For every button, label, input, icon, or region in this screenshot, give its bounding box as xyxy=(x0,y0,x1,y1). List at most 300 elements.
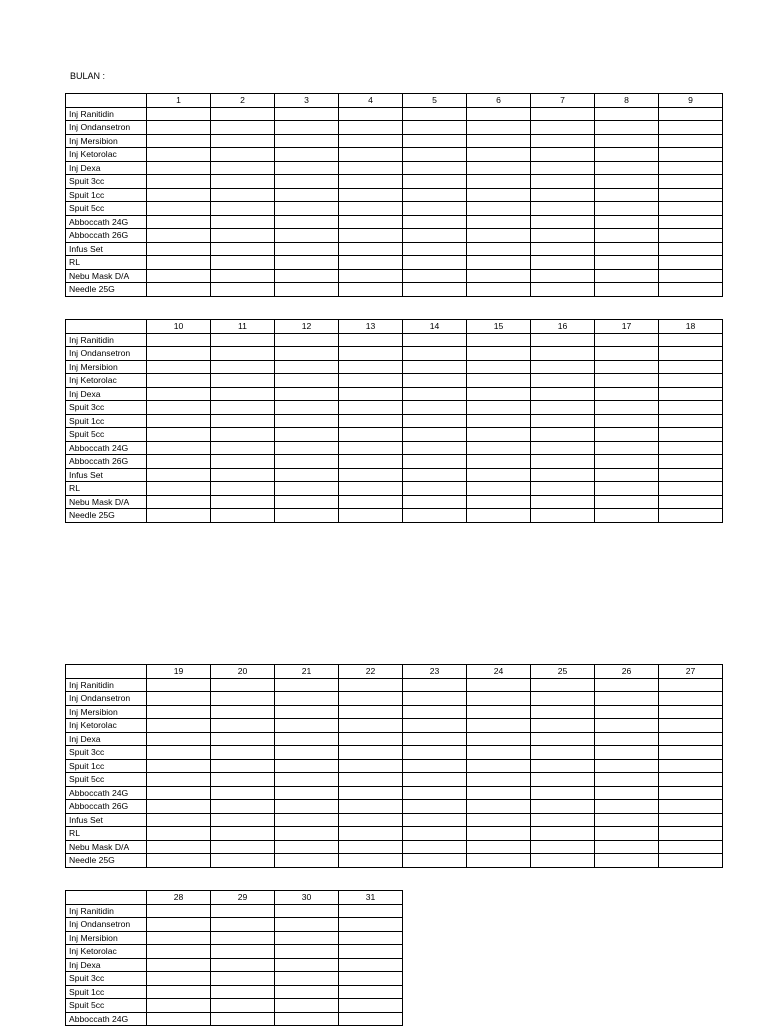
entry-cell[interactable] xyxy=(275,827,339,841)
entry-cell[interactable] xyxy=(531,800,595,814)
entry-cell[interactable] xyxy=(211,678,275,692)
entry-cell[interactable] xyxy=(467,283,531,297)
entry-cell[interactable] xyxy=(659,256,723,270)
entry-cell[interactable] xyxy=(531,746,595,760)
entry-cell[interactable] xyxy=(339,175,403,189)
entry-cell[interactable] xyxy=(147,482,211,496)
entry-cell[interactable] xyxy=(531,134,595,148)
entry-cell[interactable] xyxy=(147,414,211,428)
entry-cell[interactable] xyxy=(595,374,659,388)
entry-cell[interactable] xyxy=(339,215,403,229)
entry-cell[interactable] xyxy=(467,495,531,509)
entry-cell[interactable] xyxy=(467,401,531,415)
entry-cell[interactable] xyxy=(147,229,211,243)
entry-cell[interactable] xyxy=(467,414,531,428)
entry-cell[interactable] xyxy=(595,678,659,692)
entry-cell[interactable] xyxy=(531,678,595,692)
entry-cell[interactable] xyxy=(531,813,595,827)
entry-cell[interactable] xyxy=(403,455,467,469)
entry-cell[interactable] xyxy=(467,374,531,388)
entry-cell[interactable] xyxy=(467,786,531,800)
entry-cell[interactable] xyxy=(467,482,531,496)
entry-cell[interactable] xyxy=(147,134,211,148)
entry-cell[interactable] xyxy=(275,918,339,932)
entry-cell[interactable] xyxy=(339,705,403,719)
entry-cell[interactable] xyxy=(531,229,595,243)
entry-cell[interactable] xyxy=(531,786,595,800)
entry-cell[interactable] xyxy=(403,773,467,787)
entry-cell[interactable] xyxy=(211,495,275,509)
entry-cell[interactable] xyxy=(339,495,403,509)
entry-cell[interactable] xyxy=(339,509,403,523)
entry-cell[interactable] xyxy=(659,746,723,760)
entry-cell[interactable] xyxy=(147,1012,211,1026)
entry-cell[interactable] xyxy=(211,333,275,347)
entry-cell[interactable] xyxy=(467,827,531,841)
entry-cell[interactable] xyxy=(467,134,531,148)
entry-cell[interactable] xyxy=(275,840,339,854)
entry-cell[interactable] xyxy=(211,283,275,297)
entry-cell[interactable] xyxy=(659,732,723,746)
entry-cell[interactable] xyxy=(403,746,467,760)
entry-cell[interactable] xyxy=(531,107,595,121)
entry-cell[interactable] xyxy=(211,256,275,270)
entry-cell[interactable] xyxy=(147,468,211,482)
entry-cell[interactable] xyxy=(467,360,531,374)
entry-cell[interactable] xyxy=(467,387,531,401)
entry-cell[interactable] xyxy=(659,229,723,243)
entry-cell[interactable] xyxy=(211,854,275,868)
entry-cell[interactable] xyxy=(531,468,595,482)
entry-cell[interactable] xyxy=(211,759,275,773)
entry-cell[interactable] xyxy=(211,360,275,374)
entry-cell[interactable] xyxy=(211,175,275,189)
entry-cell[interactable] xyxy=(531,256,595,270)
entry-cell[interactable] xyxy=(211,455,275,469)
entry-cell[interactable] xyxy=(403,107,467,121)
entry-cell[interactable] xyxy=(339,283,403,297)
entry-cell[interactable] xyxy=(467,229,531,243)
entry-cell[interactable] xyxy=(531,175,595,189)
entry-cell[interactable] xyxy=(467,188,531,202)
entry-cell[interactable] xyxy=(147,509,211,523)
entry-cell[interactable] xyxy=(403,441,467,455)
entry-cell[interactable] xyxy=(403,800,467,814)
entry-cell[interactable] xyxy=(659,283,723,297)
entry-cell[interactable] xyxy=(595,414,659,428)
entry-cell[interactable] xyxy=(595,759,659,773)
entry-cell[interactable] xyxy=(467,242,531,256)
entry-cell[interactable] xyxy=(531,374,595,388)
entry-cell[interactable] xyxy=(211,705,275,719)
entry-cell[interactable] xyxy=(147,269,211,283)
entry-cell[interactable] xyxy=(275,958,339,972)
entry-cell[interactable] xyxy=(147,215,211,229)
entry-cell[interactable] xyxy=(403,786,467,800)
entry-cell[interactable] xyxy=(403,360,467,374)
entry-cell[interactable] xyxy=(403,732,467,746)
entry-cell[interactable] xyxy=(147,840,211,854)
entry-cell[interactable] xyxy=(659,692,723,706)
entry-cell[interactable] xyxy=(403,813,467,827)
entry-cell[interactable] xyxy=(659,854,723,868)
entry-cell[interactable] xyxy=(275,188,339,202)
entry-cell[interactable] xyxy=(275,455,339,469)
entry-cell[interactable] xyxy=(659,134,723,148)
entry-cell[interactable] xyxy=(403,692,467,706)
entry-cell[interactable] xyxy=(211,918,275,932)
entry-cell[interactable] xyxy=(403,121,467,135)
entry-cell[interactable] xyxy=(147,972,211,986)
entry-cell[interactable] xyxy=(531,495,595,509)
entry-cell[interactable] xyxy=(403,428,467,442)
entry-cell[interactable] xyxy=(659,827,723,841)
entry-cell[interactable] xyxy=(275,107,339,121)
entry-cell[interactable] xyxy=(595,509,659,523)
entry-cell[interactable] xyxy=(659,148,723,162)
entry-cell[interactable] xyxy=(339,746,403,760)
entry-cell[interactable] xyxy=(339,134,403,148)
entry-cell[interactable] xyxy=(147,958,211,972)
entry-cell[interactable] xyxy=(147,854,211,868)
entry-cell[interactable] xyxy=(339,387,403,401)
entry-cell[interactable] xyxy=(403,759,467,773)
entry-cell[interactable] xyxy=(147,705,211,719)
entry-cell[interactable] xyxy=(339,732,403,746)
entry-cell[interactable] xyxy=(275,428,339,442)
entry-cell[interactable] xyxy=(403,333,467,347)
entry-cell[interactable] xyxy=(659,840,723,854)
entry-cell[interactable] xyxy=(339,813,403,827)
entry-cell[interactable] xyxy=(531,773,595,787)
entry-cell[interactable] xyxy=(211,229,275,243)
entry-cell[interactable] xyxy=(211,401,275,415)
entry-cell[interactable] xyxy=(275,759,339,773)
entry-cell[interactable] xyxy=(275,414,339,428)
entry-cell[interactable] xyxy=(403,148,467,162)
entry-cell[interactable] xyxy=(147,202,211,216)
entry-cell[interactable] xyxy=(339,468,403,482)
entry-cell[interactable] xyxy=(467,202,531,216)
entry-cell[interactable] xyxy=(275,360,339,374)
entry-cell[interactable] xyxy=(275,148,339,162)
entry-cell[interactable] xyxy=(531,269,595,283)
entry-cell[interactable] xyxy=(659,678,723,692)
entry-cell[interactable] xyxy=(275,229,339,243)
entry-cell[interactable] xyxy=(147,333,211,347)
entry-cell[interactable] xyxy=(403,134,467,148)
entry-cell[interactable] xyxy=(403,509,467,523)
entry-cell[interactable] xyxy=(595,175,659,189)
entry-cell[interactable] xyxy=(403,401,467,415)
entry-cell[interactable] xyxy=(531,732,595,746)
entry-cell[interactable] xyxy=(595,161,659,175)
entry-cell[interactable] xyxy=(531,441,595,455)
entry-cell[interactable] xyxy=(147,678,211,692)
entry-cell[interactable] xyxy=(147,732,211,746)
entry-cell[interactable] xyxy=(211,441,275,455)
entry-cell[interactable] xyxy=(211,786,275,800)
entry-cell[interactable] xyxy=(659,773,723,787)
entry-cell[interactable] xyxy=(339,840,403,854)
entry-cell[interactable] xyxy=(531,242,595,256)
entry-cell[interactable] xyxy=(211,482,275,496)
entry-cell[interactable] xyxy=(531,148,595,162)
entry-cell[interactable] xyxy=(467,333,531,347)
entry-cell[interactable] xyxy=(531,509,595,523)
entry-cell[interactable] xyxy=(659,401,723,415)
entry-cell[interactable] xyxy=(467,854,531,868)
entry-cell[interactable] xyxy=(531,161,595,175)
entry-cell[interactable] xyxy=(467,468,531,482)
entry-cell[interactable] xyxy=(467,813,531,827)
entry-cell[interactable] xyxy=(275,202,339,216)
entry-cell[interactable] xyxy=(211,904,275,918)
entry-cell[interactable] xyxy=(531,428,595,442)
entry-cell[interactable] xyxy=(595,719,659,733)
entry-cell[interactable] xyxy=(147,800,211,814)
entry-cell[interactable] xyxy=(531,360,595,374)
entry-cell[interactable] xyxy=(275,509,339,523)
entry-cell[interactable] xyxy=(403,482,467,496)
entry-cell[interactable] xyxy=(275,678,339,692)
entry-cell[interactable] xyxy=(659,482,723,496)
entry-cell[interactable] xyxy=(339,482,403,496)
entry-cell[interactable] xyxy=(595,482,659,496)
entry-cell[interactable] xyxy=(659,360,723,374)
entry-cell[interactable] xyxy=(467,773,531,787)
entry-cell[interactable] xyxy=(595,242,659,256)
entry-cell[interactable] xyxy=(211,999,275,1013)
entry-cell[interactable] xyxy=(339,121,403,135)
entry-cell[interactable] xyxy=(403,678,467,692)
entry-cell[interactable] xyxy=(595,786,659,800)
entry-cell[interactable] xyxy=(403,387,467,401)
entry-cell[interactable] xyxy=(211,468,275,482)
entry-cell[interactable] xyxy=(275,387,339,401)
entry-cell[interactable] xyxy=(403,827,467,841)
entry-cell[interactable] xyxy=(659,347,723,361)
entry-cell[interactable] xyxy=(147,283,211,297)
entry-cell[interactable] xyxy=(275,161,339,175)
entry-cell[interactable] xyxy=(595,854,659,868)
entry-cell[interactable] xyxy=(147,495,211,509)
entry-cell[interactable] xyxy=(659,786,723,800)
entry-cell[interactable] xyxy=(275,175,339,189)
entry-cell[interactable] xyxy=(147,692,211,706)
entry-cell[interactable] xyxy=(339,958,403,972)
entry-cell[interactable] xyxy=(275,999,339,1013)
entry-cell[interactable] xyxy=(211,428,275,442)
entry-cell[interactable] xyxy=(275,333,339,347)
entry-cell[interactable] xyxy=(147,931,211,945)
entry-cell[interactable] xyxy=(211,121,275,135)
entry-cell[interactable] xyxy=(659,333,723,347)
entry-cell[interactable] xyxy=(659,800,723,814)
entry-cell[interactable] xyxy=(659,705,723,719)
entry-cell[interactable] xyxy=(595,773,659,787)
entry-cell[interactable] xyxy=(339,904,403,918)
entry-cell[interactable] xyxy=(467,121,531,135)
entry-cell[interactable] xyxy=(595,441,659,455)
entry-cell[interactable] xyxy=(211,773,275,787)
entry-cell[interactable] xyxy=(339,333,403,347)
entry-cell[interactable] xyxy=(275,732,339,746)
entry-cell[interactable] xyxy=(659,441,723,455)
entry-cell[interactable] xyxy=(339,759,403,773)
entry-cell[interactable] xyxy=(339,360,403,374)
entry-cell[interactable] xyxy=(211,269,275,283)
entry-cell[interactable] xyxy=(339,800,403,814)
entry-cell[interactable] xyxy=(147,985,211,999)
entry-cell[interactable] xyxy=(147,455,211,469)
entry-cell[interactable] xyxy=(467,175,531,189)
entry-cell[interactable] xyxy=(275,347,339,361)
entry-cell[interactable] xyxy=(339,931,403,945)
entry-cell[interactable] xyxy=(595,215,659,229)
entry-cell[interactable] xyxy=(339,202,403,216)
entry-cell[interactable] xyxy=(659,719,723,733)
entry-cell[interactable] xyxy=(531,283,595,297)
entry-cell[interactable] xyxy=(275,786,339,800)
entry-cell[interactable] xyxy=(275,854,339,868)
entry-cell[interactable] xyxy=(275,904,339,918)
entry-cell[interactable] xyxy=(211,732,275,746)
entry-cell[interactable] xyxy=(275,215,339,229)
entry-cell[interactable] xyxy=(595,283,659,297)
entry-cell[interactable] xyxy=(403,719,467,733)
entry-cell[interactable] xyxy=(467,256,531,270)
entry-cell[interactable] xyxy=(339,229,403,243)
entry-cell[interactable] xyxy=(339,256,403,270)
entry-cell[interactable] xyxy=(595,269,659,283)
entry-cell[interactable] xyxy=(595,134,659,148)
entry-cell[interactable] xyxy=(211,813,275,827)
entry-cell[interactable] xyxy=(339,455,403,469)
entry-cell[interactable] xyxy=(275,256,339,270)
entry-cell[interactable] xyxy=(147,904,211,918)
entry-cell[interactable] xyxy=(403,414,467,428)
entry-cell[interactable] xyxy=(147,242,211,256)
entry-cell[interactable] xyxy=(211,972,275,986)
entry-cell[interactable] xyxy=(339,918,403,932)
entry-cell[interactable] xyxy=(531,188,595,202)
entry-cell[interactable] xyxy=(211,719,275,733)
entry-cell[interactable] xyxy=(211,958,275,972)
entry-cell[interactable] xyxy=(531,202,595,216)
entry-cell[interactable] xyxy=(467,800,531,814)
entry-cell[interactable] xyxy=(467,107,531,121)
entry-cell[interactable] xyxy=(211,414,275,428)
entry-cell[interactable] xyxy=(211,374,275,388)
entry-cell[interactable] xyxy=(339,374,403,388)
entry-cell[interactable] xyxy=(659,121,723,135)
entry-cell[interactable] xyxy=(211,985,275,999)
entry-cell[interactable] xyxy=(339,692,403,706)
entry-cell[interactable] xyxy=(595,813,659,827)
entry-cell[interactable] xyxy=(275,468,339,482)
entry-cell[interactable] xyxy=(595,148,659,162)
entry-cell[interactable] xyxy=(339,773,403,787)
entry-cell[interactable] xyxy=(339,786,403,800)
entry-cell[interactable] xyxy=(531,455,595,469)
entry-cell[interactable] xyxy=(211,945,275,959)
entry-cell[interactable] xyxy=(595,387,659,401)
entry-cell[interactable] xyxy=(595,468,659,482)
entry-cell[interactable] xyxy=(147,719,211,733)
entry-cell[interactable] xyxy=(147,401,211,415)
entry-cell[interactable] xyxy=(467,509,531,523)
entry-cell[interactable] xyxy=(339,148,403,162)
entry-cell[interactable] xyxy=(211,107,275,121)
entry-cell[interactable] xyxy=(339,269,403,283)
entry-cell[interactable] xyxy=(467,759,531,773)
entry-cell[interactable] xyxy=(659,455,723,469)
entry-cell[interactable] xyxy=(211,215,275,229)
entry-cell[interactable] xyxy=(467,215,531,229)
entry-cell[interactable] xyxy=(275,482,339,496)
entry-cell[interactable] xyxy=(659,414,723,428)
entry-cell[interactable] xyxy=(595,188,659,202)
entry-cell[interactable] xyxy=(595,705,659,719)
entry-cell[interactable] xyxy=(211,188,275,202)
entry-cell[interactable] xyxy=(147,121,211,135)
entry-cell[interactable] xyxy=(659,202,723,216)
entry-cell[interactable] xyxy=(211,148,275,162)
entry-cell[interactable] xyxy=(403,188,467,202)
entry-cell[interactable] xyxy=(147,786,211,800)
entry-cell[interactable] xyxy=(275,283,339,297)
entry-cell[interactable] xyxy=(403,229,467,243)
entry-cell[interactable] xyxy=(595,455,659,469)
entry-cell[interactable] xyxy=(403,347,467,361)
entry-cell[interactable] xyxy=(275,242,339,256)
entry-cell[interactable] xyxy=(659,215,723,229)
entry-cell[interactable] xyxy=(659,269,723,283)
entry-cell[interactable] xyxy=(531,482,595,496)
entry-cell[interactable] xyxy=(467,719,531,733)
entry-cell[interactable] xyxy=(467,692,531,706)
entry-cell[interactable] xyxy=(595,202,659,216)
entry-cell[interactable] xyxy=(339,972,403,986)
entry-cell[interactable] xyxy=(403,242,467,256)
entry-cell[interactable] xyxy=(531,414,595,428)
entry-cell[interactable] xyxy=(147,347,211,361)
entry-cell[interactable] xyxy=(659,387,723,401)
entry-cell[interactable] xyxy=(211,931,275,945)
entry-cell[interactable] xyxy=(211,202,275,216)
entry-cell[interactable] xyxy=(275,813,339,827)
entry-cell[interactable] xyxy=(147,759,211,773)
entry-cell[interactable] xyxy=(595,256,659,270)
entry-cell[interactable] xyxy=(659,813,723,827)
entry-cell[interactable] xyxy=(275,985,339,999)
entry-cell[interactable] xyxy=(339,854,403,868)
entry-cell[interactable] xyxy=(467,732,531,746)
entry-cell[interactable] xyxy=(339,401,403,415)
entry-cell[interactable] xyxy=(403,269,467,283)
entry-cell[interactable] xyxy=(211,800,275,814)
entry-cell[interactable] xyxy=(275,374,339,388)
entry-cell[interactable] xyxy=(339,999,403,1013)
entry-cell[interactable] xyxy=(339,347,403,361)
entry-cell[interactable] xyxy=(467,678,531,692)
entry-cell[interactable] xyxy=(339,107,403,121)
entry-cell[interactable] xyxy=(595,347,659,361)
entry-cell[interactable] xyxy=(595,121,659,135)
entry-cell[interactable] xyxy=(147,175,211,189)
entry-cell[interactable] xyxy=(211,827,275,841)
